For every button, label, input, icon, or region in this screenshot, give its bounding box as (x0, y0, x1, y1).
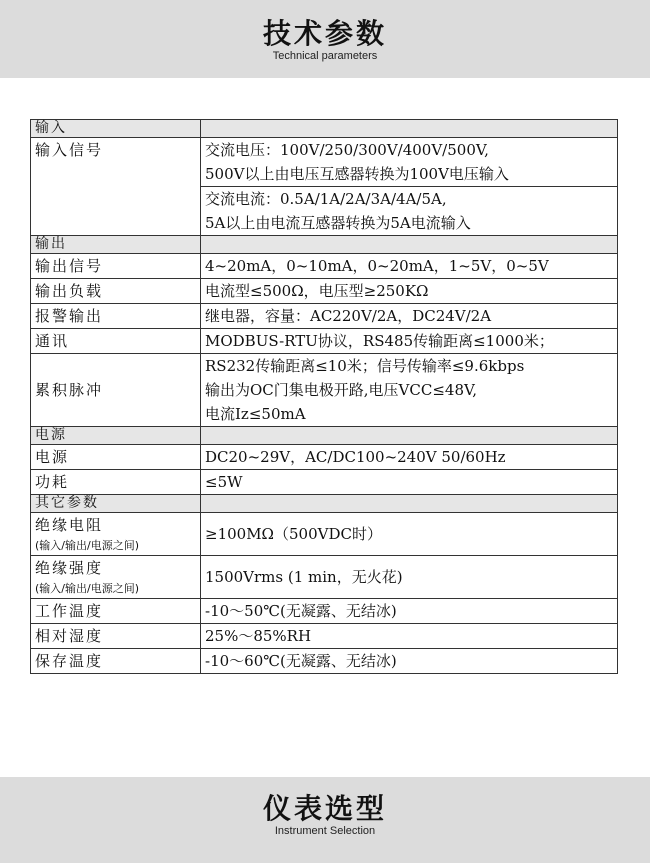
row-label-main: 绝缘强度 (35, 559, 104, 577)
table-row (31, 354, 618, 427)
row-value: MODBUS-RTU协议，RS485传输距离≤1000米； (201, 329, 618, 354)
section-title: 技术参数 (262, 17, 387, 50)
row-label: 电源 (31, 445, 201, 470)
section-label: 输出 (31, 236, 201, 254)
spec-table (30, 119, 618, 674)
row-value: 继电器，容量：AC220V/2A，DC24V/2A (201, 304, 618, 329)
value-line: 5A以上由电流互感器转换为5A电流输入 (205, 214, 471, 232)
row-value (201, 138, 618, 187)
table-row (31, 279, 618, 304)
table-row (31, 556, 618, 599)
table-row (31, 624, 618, 649)
section-label: 电源 (31, 427, 201, 445)
value-line: 电流Iz≤50mA (205, 405, 306, 423)
row-label: 工作温度 (31, 599, 201, 624)
table-row (31, 445, 618, 470)
value-line: 交流电流：0.5A/1A/2A/3A/4A/5A, (205, 190, 447, 208)
row-label (31, 556, 201, 599)
row-label (31, 513, 201, 556)
table-row (31, 513, 618, 556)
row-value: ≤5W (201, 470, 618, 495)
row-value: 电流型≤500Ω，电压型≥250KΩ (201, 279, 618, 304)
table-row (31, 495, 618, 513)
row-value: 1500Vrms (1 min，无火花) (201, 556, 618, 599)
value-line: 输出为OC门集电极开路,电压VCC≤48V, (205, 381, 477, 399)
row-label: 通讯 (31, 329, 201, 354)
row-label: 累积脉冲 (31, 354, 201, 427)
row-value: ≥100MΩ（500VDC时） (201, 513, 618, 556)
row-label-note: (输入/输出/电源之间) (35, 539, 139, 552)
row-value: -10～50℃(无凝露、无结冰) (201, 599, 618, 624)
section-subtitle: Instrument Selection (274, 825, 376, 837)
empty-cell (201, 495, 618, 513)
row-value: -10～60℃(无凝露、无结冰) (201, 649, 618, 674)
section-label: 输入 (31, 120, 201, 138)
value-line: 500V以上由电压互感器转换为100V电压输入 (205, 165, 509, 183)
empty-cell (201, 236, 618, 254)
row-value: 25%～85%RH (201, 624, 618, 649)
row-value: 4~20mA，0~10mA，0~20mA，1~5V，0~5V (201, 254, 618, 279)
row-value (201, 187, 618, 236)
table-row (31, 470, 618, 495)
table-row (31, 329, 618, 354)
row-label: 保存温度 (31, 649, 201, 674)
header-band-top (0, 0, 650, 78)
row-label-main: 绝缘电阻 (35, 516, 104, 534)
table-row (31, 254, 618, 279)
table-row (31, 138, 618, 187)
empty-cell (201, 427, 618, 445)
row-label: 输出负载 (31, 279, 201, 304)
value-line: 交流电压：100V/250/300V/400V/500V, (205, 141, 489, 159)
row-label-note: (输入/输出/电源之间) (35, 582, 139, 595)
row-value: DC20~29V，AC/DC100~240V 50/60Hz (201, 445, 618, 470)
section-label: 其它参数 (31, 495, 201, 513)
table-row (31, 120, 618, 138)
row-label: 输出信号 (31, 254, 201, 279)
table-row (31, 427, 618, 445)
value-line: RS232传输距离≤10米；信号传输率≤9.6kbps (205, 357, 525, 375)
section-subtitle: Technical parameters (272, 50, 378, 62)
row-value (201, 354, 618, 427)
header-band-bottom (0, 777, 650, 863)
table-row (31, 236, 618, 254)
table-row (31, 599, 618, 624)
row-label: 功耗 (31, 470, 201, 495)
row-label: 输入信号 (31, 138, 201, 236)
section-title: 仪表选型 (262, 792, 387, 825)
row-label: 相对湿度 (31, 624, 201, 649)
table-row (31, 649, 618, 674)
row-label: 报警输出 (31, 304, 201, 329)
empty-cell (201, 120, 618, 138)
table-row (31, 304, 618, 329)
